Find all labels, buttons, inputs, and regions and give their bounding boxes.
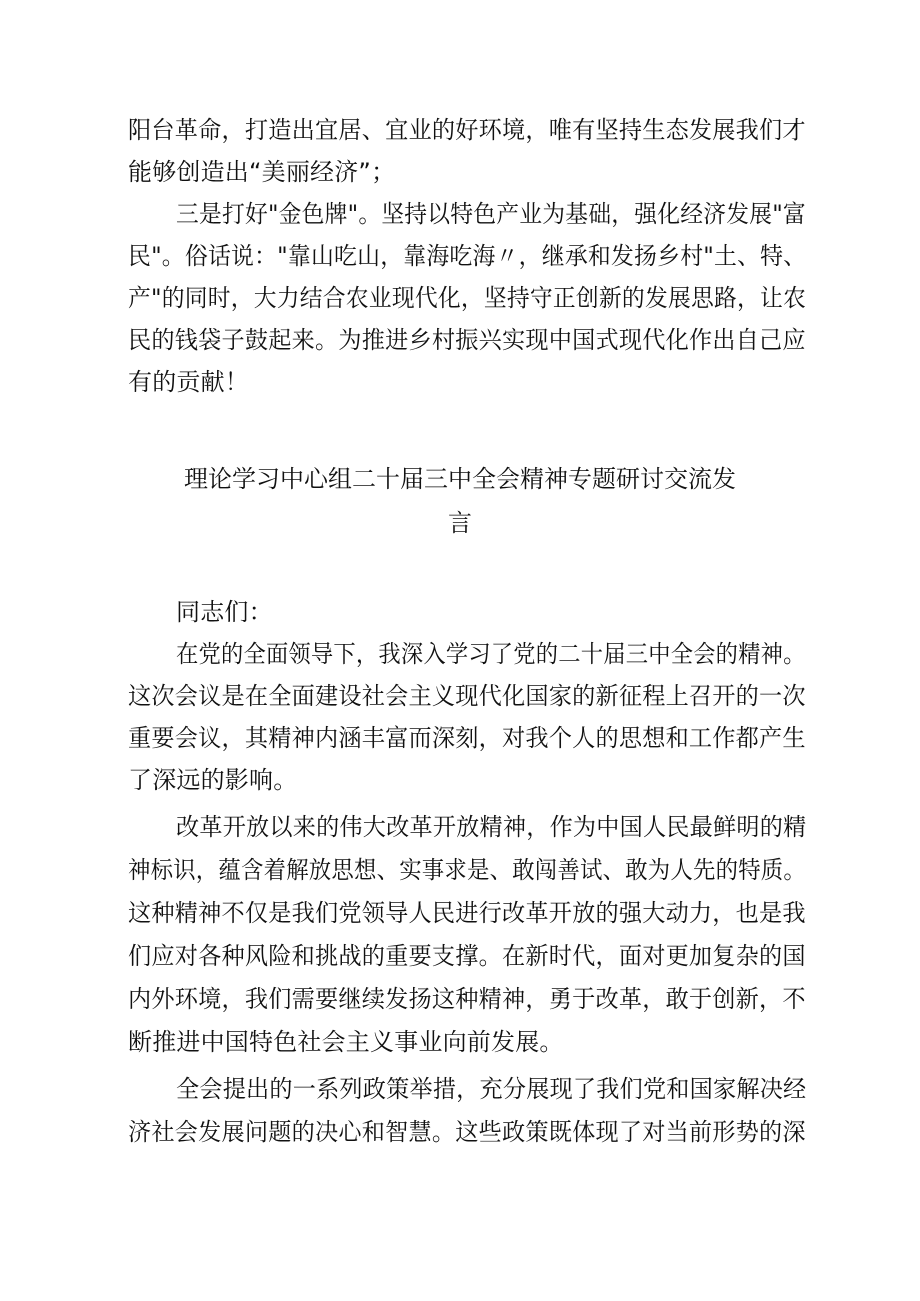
paragraph-line: 能够创造出“美丽经济”； [128, 158, 396, 186]
paragraph-line: 神标识，蕴含着解放思想、实事求是、敢闯善试、敢为人先的特质。 [128, 856, 807, 884]
paragraph-line: 这种精神不仅是我们党领导人民进行改革开放的强大动力，也是我 [128, 899, 806, 927]
paragraph-line: 这次会议是在全面建设社会主义现代化国家的新征程上召开的一次 [128, 682, 806, 710]
section-title: 理论学习中心组二十届三中全会精神专题研讨交流发 [184, 465, 736, 493]
salutation: 同志们： [176, 598, 273, 626]
paragraph-line: 了深远的影响。 [128, 766, 298, 794]
paragraph-line: 在党的全面领导下，我深入学习了党的二十届三中全会的精神。 [176, 640, 806, 668]
paragraph-line: 们应对各种风险和挑战的重要支撑。在新时代，面对更加复杂的国 [128, 942, 806, 970]
paragraph-line: 民的钱袋子鼓起来。为推进乡村振兴实现中国式现代化作出自己应 [128, 326, 806, 354]
paragraph-line: 民"。俗话说："靠山吃山，靠海吃海〃，继承和发扬乡村"土、特、 [128, 242, 807, 270]
paragraph-line: 重要会议，其精神内涵丰富而深刻，对我个人的思想和工作都产生 [128, 724, 806, 752]
section-title: 言 [448, 509, 472, 537]
paragraph-line: 内外环境，我们需要继续发扬这种精神，勇于改革，敢于创新，不 [128, 985, 806, 1013]
paragraph-line: 产"的同时，大力结合农业现代化，坚持守正创新的发展思路，让农 [128, 284, 807, 312]
paragraph-line: 有的贡献！ [128, 368, 249, 396]
paragraph-line: 济社会发展问题的决心和智慧。这些政策既体现了对当前形势的深 [128, 1118, 806, 1146]
paragraph-line: 全会提出的一系列政策举措，充分展现了我们党和国家解决经 [176, 1075, 807, 1103]
paragraph-line: 改革开放以来的伟大改革开放精神，作为中国人民最鲜明的精 [176, 813, 807, 841]
paragraph-line: 三是打好"金色牌"。坚持以特色产业为基础，强化经济发展"富 [176, 200, 806, 228]
paragraph-line: 阳台革命，打造出宜居、宜业的好环境，唯有坚持生态发展我们才 [128, 116, 806, 144]
paragraph-line: 断推进中国特色社会主义事业向前发展。 [128, 1028, 564, 1056]
